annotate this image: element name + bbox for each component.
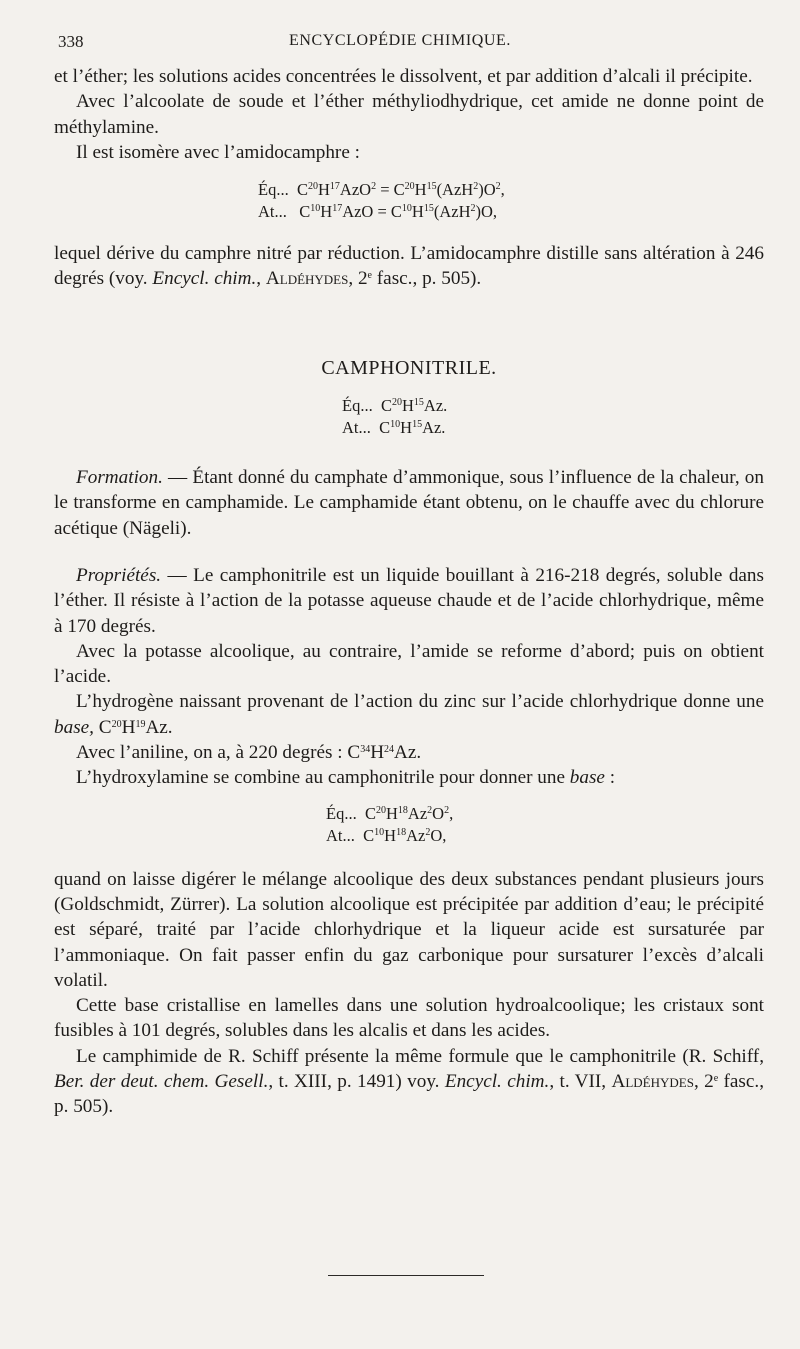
chemical-formula: $C^{34}H^{24}Az$. [347, 742, 422, 764]
paragraph: L’hydrogène naissant provenant de l’action du zinc sur l’acide chlorhydrique donne une base, $C^{20}H^{19}Az$. [54, 691, 764, 738]
chemical-formula: $C^{20}H^{15}(AzH^2)O^2$, [393, 180, 505, 200]
formula-line-eq: Éq... $C^{20}H^{17}AzO^2 = C^{20}H^{15}(AzH^2)O^2$, [258, 180, 505, 200]
formula-line-at: At... $C^{10}H^{17}AzO = C^{10}H^{15}(AzH^2)O$, [258, 202, 498, 222]
end-rule [328, 1275, 484, 1276]
paragraph: Avec la potasse alcoolique, au contraire, l’amide se reforme d’abord; puis on obtient l’acide. [54, 640, 764, 688]
chemical-formula: $C^{10}H^{18}Az^2O$, [363, 825, 447, 845]
chemical-formula: $C^{10}H^{15}Az$. [379, 418, 446, 438]
formula-line-at: At... $C^{10}H^{18}Az^2O$, [326, 825, 447, 845]
paragraph: Il est isomère avec l’amidocamphre : [76, 141, 360, 163]
formula-isomer [54, 179, 764, 223]
paragraph: Cette base cristallise en lamelles dans une solution hydroalcoolique; les cristaux sont fusibles à 101 degrés, solubles dans les alcalis et dans les acides. [54, 995, 764, 1042]
paragraph: Avec l’alcoolate de soude et l’éther méthyliodhydrique, cet amide ne donne point de méthylamine. [54, 91, 764, 138]
chemical-formula: $C^{20}H^{18}Az^2O^2$, [364, 803, 454, 823]
paragraph: Le camphimide de R. Schiff présente la même formule que le camphonitrile (R. Schiff, Ber. der deut. chem. Gesell., t. XIII, p. 1491) voy. Encycl. chim., t. VII, Aldéhydes, 2e fasc., p. 505). [54, 1045, 765, 1118]
page-body [54, 64, 764, 1120]
formula-camphonitrile [54, 395, 764, 439]
running-title: ENCYCLOPÉDIE CHIMIQUE. [288, 32, 512, 49]
page-number: 338 [58, 32, 84, 51]
paragraph-formation: Formation. — Étant donné du camphate d’ammonique, sous l’influence de la chaleur, on le transforme en camphamide. Le camphamide étant obtenu, on le chauffe avec du chlorure acétique (Nägeli). [54, 467, 764, 539]
formula-base [54, 803, 764, 847]
formula-line-eq: Éq... $C^{20}H^{18}Az^2O^2$, [326, 803, 454, 823]
formula-line-at: At... $C^{10}H^{15}Az$. [342, 418, 446, 438]
chemical-formula: $C^{10}H^{15}(AzH^2)O$, [390, 202, 498, 222]
paragraph: Avec l’aniline, on a, à 220 degrés : $C^{34}H^{24}Az$. [76, 742, 422, 764]
paragraph-proprietes: Propriétés. — Le camphonitrile est un liquide bouillant à 216-218 degrés, soluble dans l’éther. Il résiste à l’action de la potasse aqueuse chaude et de l’acide chlorhydrique, même à 170 degrés. [54, 564, 764, 637]
paragraph: quand on laisse digérer le mélange alcoolique des deux substances pendant plusieurs jours (Goldschmidt, Zürrer). La solution alcoolique est précipitée par addition d’eau; le précipité est séparé, traité par l’acide chlorhydrique et la liqueur acide est sursaturée par l’ammoniaque. On fait passer enfin du gaz carbonique pour sursaturer l’excès d’alcali volatil. [54, 868, 764, 991]
chemical-formula: $C^{20}H^{19}Az$. [98, 716, 173, 738]
paragraph: L’hydroxylamine se combine au camphonitrile pour donner une base : [76, 767, 616, 789]
running-header [0, 32, 800, 56]
chemical-formula: $C^{10}H^{17}AzO$ [299, 202, 374, 222]
section-title: CAMPHONITRILE. [321, 356, 497, 379]
chemical-formula: $C^{20}H^{17}AzO^2$ [296, 180, 377, 200]
chemical-formula: $C^{20}H^{15}Az$. [380, 396, 448, 416]
paragraph: et l’éther; les solutions acides concentrées le dissolvent, et par addition d’alcali il précipite. [54, 66, 753, 87]
paragraph: lequel dérive du camphre nitré par réduction. L’amidocamphre distille sans altération à 246 degrés (voy. Encycl. chim., Aldéhydes, 2e fasc., p. 505). [54, 243, 764, 290]
formula-line-eq: Éq... $C^{20}H^{15}Az$. [342, 396, 448, 416]
